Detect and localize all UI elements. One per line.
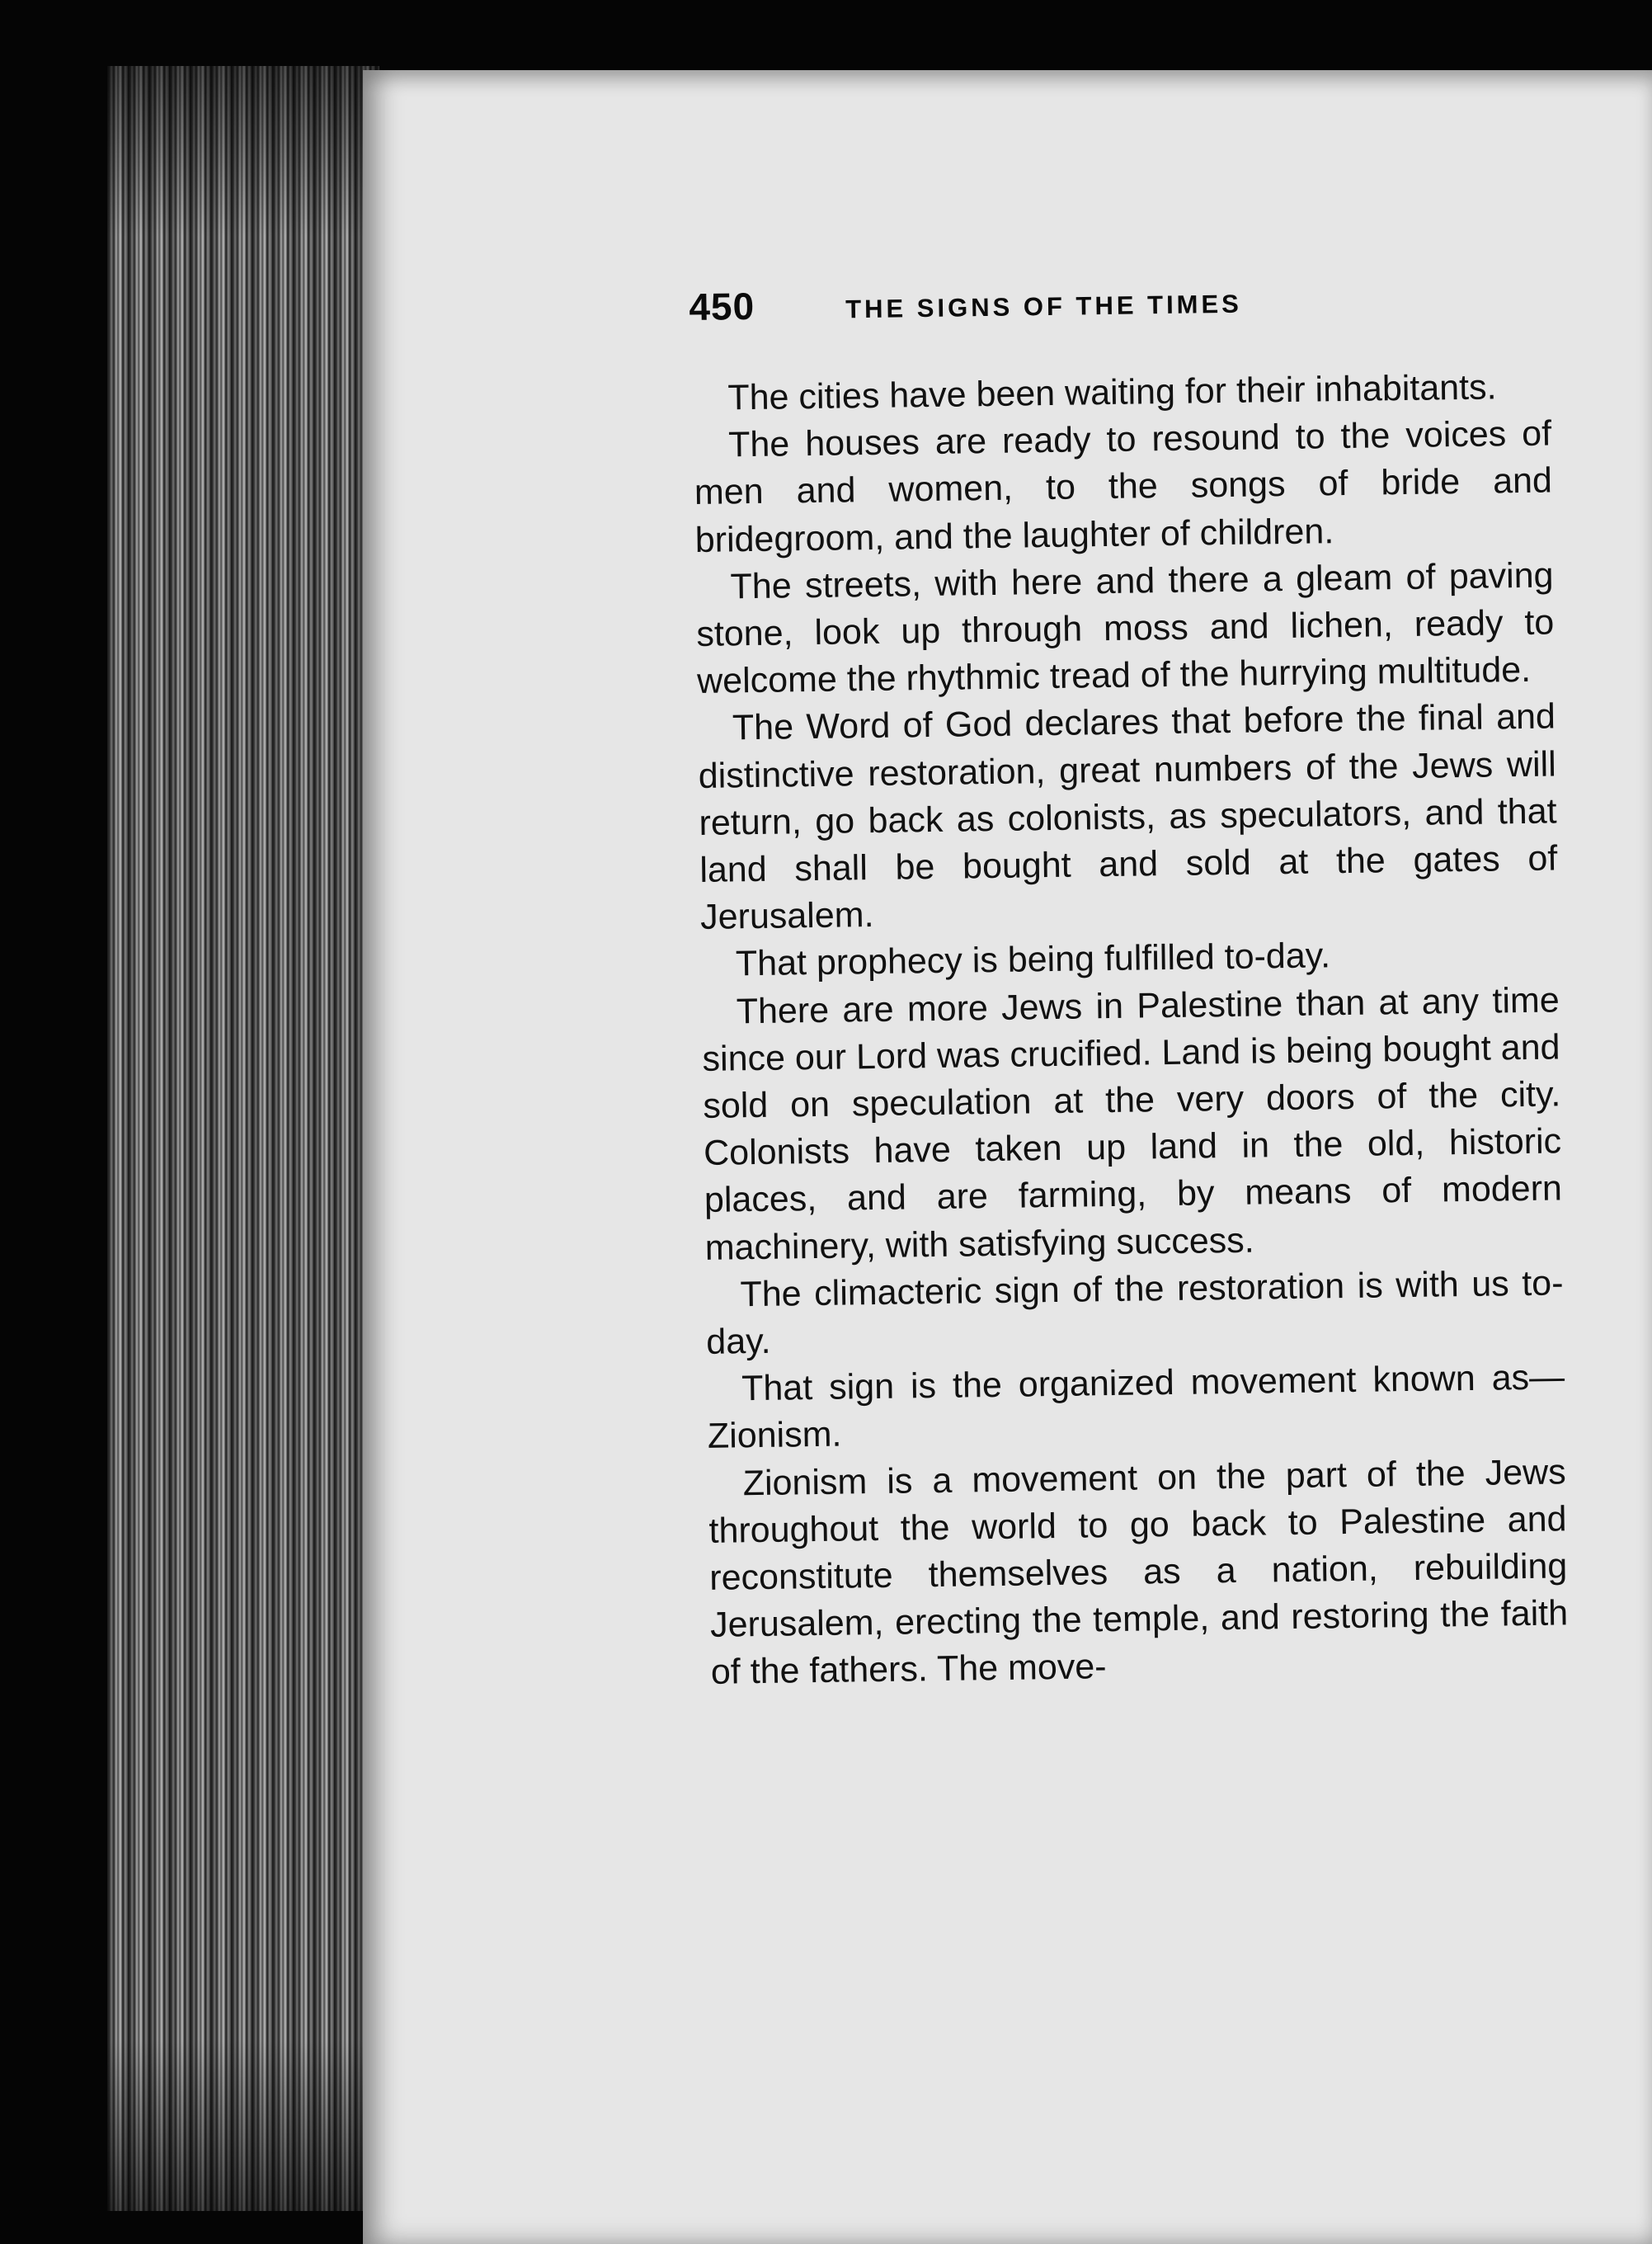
paragraph: There are more Jews in Palestine than at any time since our Lord was crucified. Land is being bought and sold on speculation at the very doors of the city. Colonists have taken up land in the old, historic places, and are farming, by means of modern machinery, with satisfying success.	[702, 980, 1563, 1268]
paragraph: The cities have been waiting for their inhabitants.	[727, 367, 1497, 418]
page-number: 450	[689, 284, 755, 328]
paragraph: Zionism is a movement on the part of the Jews throughout the world to go back to Palestine and reconstitute themselves as a nation, rebuilding Jerusalem, erecting the temple, and restoring the faith of the fathers. The move-	[708, 1452, 1569, 1693]
paragraph: The houses are ready to resound to the voices of men and women, to the songs of bride and bridegroom, and the laughter of children.	[694, 413, 1553, 560]
page-header	[689, 277, 1242, 329]
paragraph: The climacteric sign of the restoration is with us to-day.	[706, 1263, 1564, 1362]
paragraph: That sign is the organized movement known as—Zionism.	[707, 1357, 1565, 1457]
paragraph: The streets, with here and there a gleam of paving stone, look up through moss and lichen, ready to welcome the rhythmic tread of the hurrying multitude.	[696, 555, 1555, 702]
paragraph: That prophecy is being fulfilled to-day.	[735, 936, 1331, 984]
running-title: THE SIGNS OF THE TIMES	[845, 289, 1243, 324]
paragraph: The Word of God declares that before the final and distinctive restoration, great numbers of the Jews will return, go back as colonists, as speculators, and that land shall be bought and sold at the gates of Jerusalem.	[698, 696, 1558, 938]
body-text	[693, 363, 1569, 1696]
book-page-edges	[107, 66, 379, 2211]
